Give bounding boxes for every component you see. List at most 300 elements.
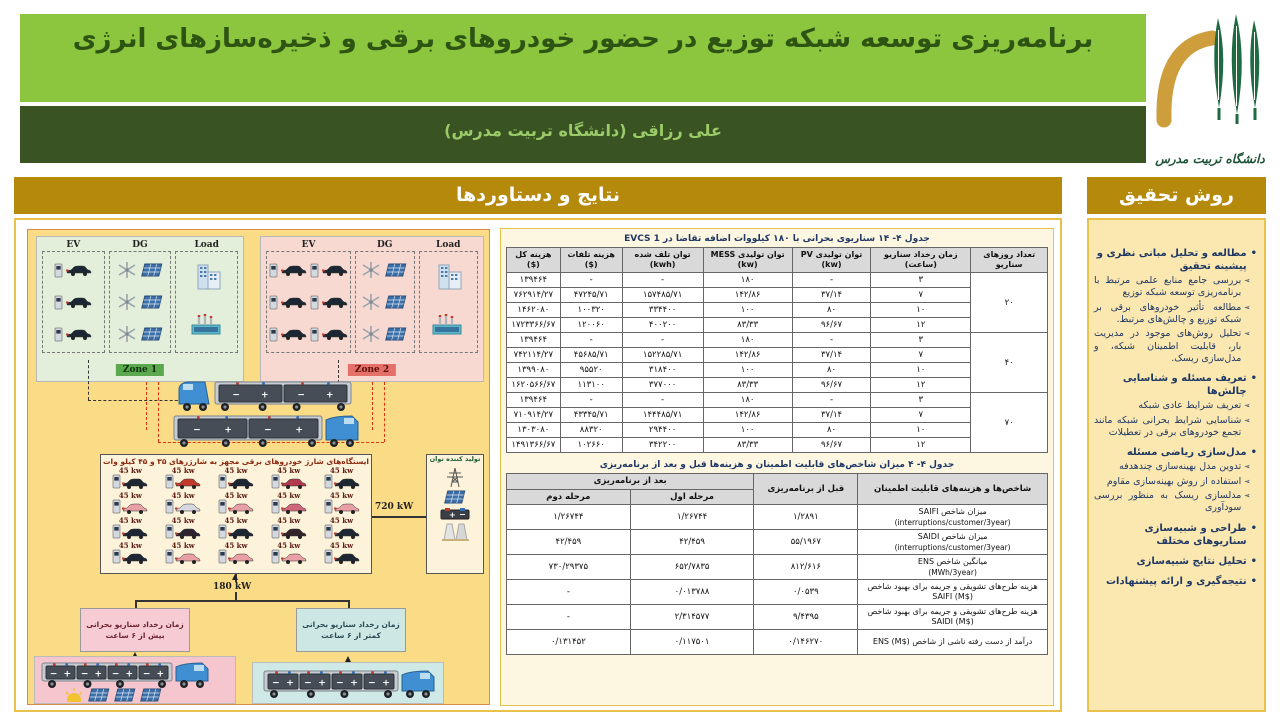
table-cell: ۰/۱۴۶۲۷۰ (754, 630, 858, 655)
table-cell: - (507, 605, 631, 630)
page-title: برنامه‌ریزی توسعه شبکه توزیع در حضور خودروهای برقی و ذخیره‌سازهای انرژی (72, 24, 1094, 54)
arrow-bullet-icon: ➢ (1244, 401, 1251, 411)
method-sub-text: تدوین مدل بهینه‌سازی چندهدفه (1119, 461, 1242, 473)
battery-icon (440, 507, 470, 520)
table-cell: ۱۴۶۲۰۸۰ (507, 303, 561, 318)
svg-text:−: − (304, 678, 312, 689)
car-icon (281, 528, 307, 539)
arrow-up-icon (232, 574, 238, 580)
ev-charger-icon (310, 327, 319, 342)
svg-text:−: − (336, 678, 344, 689)
method-sub-text: مدلسازی ریسک به منظور بررسی سودآوری (1094, 490, 1242, 514)
table-cell: ۰/۰۵۳۹ (754, 580, 858, 605)
ev-charger-icon (54, 295, 63, 310)
bullet-icon: • (1250, 248, 1257, 259)
ev-charger-icon (112, 474, 121, 489)
charger-slot (210, 517, 263, 542)
table-row (507, 303, 1048, 318)
table2-caption: جدول ۴- ۴ میزان شاخص‌های قابلیت اطمینان و هزینه‌ها قبل و بعد از برنامه‌ریزی (599, 460, 955, 470)
power-180-label: 180 kW (210, 582, 254, 592)
method-item-text: مدل‌سازی ریاضی مسئله (1126, 447, 1247, 459)
building-icon (192, 264, 222, 290)
table-cell: ۱۲۰۰۶۰ (560, 318, 622, 333)
ev-charging-pair (54, 327, 92, 342)
solar-panel-icon (384, 295, 408, 310)
connector-line-red (158, 382, 159, 442)
charger-power-label: 45 kw (224, 466, 248, 475)
charger-power-label: 45 kw (171, 516, 195, 525)
arrow-bullet-icon: ➢ (1244, 476, 1251, 486)
cooling-towers-icon (440, 522, 470, 541)
table-cell: - (560, 393, 622, 408)
results-panel (14, 218, 1062, 712)
method-item-text: تعریف مسئله و شناسایی چالش‌ها (1122, 373, 1247, 398)
table-cell: ۱۱۳۱۰۰ (560, 378, 622, 393)
table-cell: ۹۵۵۲۰ (560, 363, 622, 378)
table1-header-cell: هزینه کل ($) (507, 248, 561, 273)
svg-text:−: − (49, 669, 58, 680)
building-icon (433, 264, 463, 290)
solar-panel-icon (443, 490, 467, 505)
table-row (507, 273, 1048, 288)
wind-turbine-icon (117, 293, 137, 311)
power-producer-box (426, 454, 484, 574)
table-cell: ۱۰ (871, 423, 971, 438)
arrow-bullet-icon: ➢ (1244, 491, 1251, 501)
table-cell: ۳۳۴۴۰۰ (622, 303, 703, 318)
table-cell: - (507, 580, 631, 605)
svg-text:−: − (193, 425, 201, 436)
scenario-critical-more6h: زمان رخداد سناریو بحرانی بیش از ۶ ساعت (80, 608, 190, 652)
table-cell: ۳۴۲۲۰۰ (622, 438, 703, 453)
mess-truck-icon (171, 412, 361, 452)
table-cell: ۳۱۸۴۰۰ (622, 363, 703, 378)
svg-text:+: + (350, 678, 358, 689)
table-cell: ۶۵۲/۷۸۳۵ (630, 555, 754, 580)
ev-charger-icon (271, 474, 280, 489)
table-cell: ۷۱۰۹۱۴/۲۷ (507, 408, 561, 423)
car-icon (322, 297, 348, 308)
table-cell: ۷۶۲۹۱۴/۲۷ (507, 288, 561, 303)
ev-charger-icon (112, 499, 121, 514)
table-cell: ۳۷/۱۴ (792, 288, 871, 303)
svg-text:+: + (382, 678, 390, 689)
university-logo-text: دانشگاه تربیت مدرس (1155, 152, 1265, 166)
arrow-bullet-icon: ➢ (1244, 462, 1251, 472)
method-item-text: نتیجه‌گیری و ارائه پیشنهادات (1105, 575, 1247, 587)
ev-charger-icon (324, 499, 333, 514)
scenario-table (506, 247, 1048, 453)
zone-column-header: EV (301, 240, 316, 250)
table-cell: ۴۳۳۴۵/۷۱ (560, 408, 622, 423)
zone-column-box (42, 251, 105, 353)
svg-text:−: − (232, 390, 240, 401)
table-cell: ۷ (871, 408, 971, 423)
table-cell: ۱۵۷۴۸۵/۷۱ (622, 288, 703, 303)
title-bar (20, 14, 1146, 102)
table-row (507, 630, 1048, 655)
zone-column-dg (109, 240, 172, 353)
method-item (1094, 575, 1257, 588)
charger-slot (262, 517, 315, 542)
table-row (507, 580, 1048, 605)
ev-charging-pair (269, 327, 348, 342)
table1-header-cell: توان تولیدی MESS (kw) (703, 248, 792, 273)
ev-charger-icon (310, 295, 319, 310)
ev-charging-pair (54, 263, 92, 278)
ev-charger-icon (271, 524, 280, 539)
table-cell: ۴۲/۴۵۹ (507, 530, 631, 555)
pink-truck-panel (34, 656, 236, 704)
method-item (1094, 555, 1257, 568)
car-icon (122, 553, 148, 564)
table-cell: - (792, 333, 871, 348)
table-cell: ۳۷/۱۴ (792, 408, 871, 423)
table-cell: ۳۷۷۰۰۰ (622, 378, 703, 393)
power-line (372, 516, 426, 518)
university-logo-icon (1150, 8, 1270, 168)
zone-column-box (266, 251, 351, 353)
truck-icon (178, 378, 356, 412)
table-cell: ۱/۲۶۷۴۴ (630, 505, 754, 530)
table-cell: ۱/۲۸۹۱ (754, 505, 858, 530)
table2-col-stage2: مرحله دوم (507, 489, 631, 505)
zone2-box (260, 236, 484, 382)
charger-slot (262, 542, 315, 567)
table-cell: ۱۳۹۴۶۴ (507, 393, 561, 408)
car-icon (175, 528, 201, 539)
car-icon (122, 528, 148, 539)
zone-column-ev (42, 240, 105, 353)
svg-text:−: − (264, 425, 272, 436)
bullet-icon: • (1250, 555, 1257, 567)
solar-panel-icon (113, 688, 137, 703)
table-cell: ۸۰ (792, 423, 871, 438)
table-cell: ۱۸۰ (703, 333, 792, 348)
method-item-text: تحلیل نتایج شبیه‌سازی (1136, 555, 1247, 567)
table-row (507, 333, 1048, 348)
charger-power-label: 45 kw (330, 466, 354, 475)
cyan-truck-panel (252, 662, 444, 704)
wind-turbine-icon (361, 325, 381, 343)
table-cell: ۷ (871, 348, 971, 363)
dg-pair (117, 325, 164, 343)
table-cell: ۸۱۲/۶۱۶ (754, 555, 858, 580)
svg-text:+: + (286, 678, 294, 689)
charger-power-label: 45 kw (224, 516, 248, 525)
table-cell: ۱۳۰۳۰۸۰ (507, 423, 561, 438)
university-logo (1150, 8, 1270, 168)
table-cell: ۱۴۲/۸۶ (703, 348, 792, 363)
car-icon (66, 265, 92, 276)
table-cell: ۱۳۹۹۰۸۰ (507, 363, 561, 378)
charger-slot (210, 492, 263, 517)
charger-power-label: 45 kw (171, 466, 195, 475)
ev-charger-icon (112, 549, 121, 564)
method-sub-item (1094, 476, 1257, 488)
car-icon (281, 265, 307, 276)
system-diagram (27, 229, 490, 705)
table-cell: ۴۵۶۸۵/۷۱ (560, 348, 622, 363)
method-item-text: طراحی و شبیه‌سازی سناریوهای مختلف (1144, 522, 1247, 547)
car-icon (334, 553, 360, 564)
table2-col-stage1: مرحله اول (630, 489, 754, 505)
mess-truck-icon (178, 378, 356, 416)
power-line (135, 600, 348, 602)
power-720-label: 720 kW (375, 502, 414, 512)
factory-icon (190, 313, 224, 337)
car-icon (334, 478, 360, 489)
table-cell: ۷۴۲۱۱۴/۲۷ (507, 348, 561, 363)
table-row (507, 408, 1048, 423)
table-cell: ۱۰۰ (703, 363, 792, 378)
table-row (507, 378, 1048, 393)
zone-column-box (419, 251, 479, 353)
car-icon (281, 329, 307, 340)
method-sub-item (1094, 415, 1257, 440)
method-item-text: مطالعه و تحلیل مبانی نظری و پیشینه تحقیق (1096, 248, 1247, 272)
bullet-icon: • (1250, 522, 1257, 534)
method-sub-item (1094, 328, 1257, 365)
charger-power-label: 45 kw (171, 491, 195, 500)
zone-column-header: DG (132, 240, 148, 250)
table-cell: ۱۸۰ (703, 273, 792, 288)
table2-col-index: شاخص‌ها و هزینه‌های قابلیت اطمینان (858, 474, 1048, 505)
ev-charger-icon (54, 263, 63, 278)
ev-charger-icon (218, 524, 227, 539)
scenario-days-cell: ۷۰ (971, 393, 1048, 453)
load-building (433, 264, 463, 294)
table-row (507, 318, 1048, 333)
charger-power-label: 45 kw (118, 541, 142, 550)
car-icon (66, 329, 92, 340)
table-cell: ۹۶/۶۷ (792, 318, 871, 333)
ev-charging-pair (269, 295, 348, 310)
table-cell: ۱۰ (871, 303, 971, 318)
ev-charger-icon (218, 549, 227, 564)
method-sub-text: تعریف شرایط عادی شبکه (1138, 400, 1242, 412)
index-unit: (MWh/3year) (928, 567, 977, 577)
charger-slot (157, 492, 210, 517)
ev-charger-icon (269, 327, 278, 342)
table-cell: ۴۷۲۴۵/۷۱ (560, 288, 622, 303)
charging-station-caption: ایستگاه‌های شارژ خودروهای برقی مجهز به شارژرهای ۳۵ و ۴۵ کیلو وات (103, 457, 369, 466)
table-cell: ۱۰۰ (703, 303, 792, 318)
arrow-bullet-icon: ➢ (1244, 329, 1251, 339)
svg-text:+: + (295, 425, 303, 436)
table-cell: ۸۰ (792, 363, 871, 378)
table-cell: ۵۵/۱۹۶۷ (754, 530, 858, 555)
car-icon (334, 503, 360, 514)
table-cell: ۸۳/۳۳ (703, 438, 792, 453)
table-cell: ۰/۱۳۱۴۵۲ (507, 630, 631, 655)
table-cell: ۱۴۴۴۸۵/۷۱ (622, 408, 703, 423)
zone-column-header: Load (194, 240, 219, 250)
svg-text:+: + (125, 669, 134, 680)
svg-text:−: − (111, 669, 120, 680)
arrow-bullet-icon: ➢ (1244, 302, 1251, 312)
zone-column-dg (355, 240, 415, 353)
zone-column-box (109, 251, 172, 353)
charger-slot (315, 467, 368, 492)
svg-text:−: − (80, 669, 89, 680)
solar-panel-icon (384, 327, 408, 342)
truck-icon (39, 659, 211, 689)
ev-charger-icon (324, 549, 333, 564)
table-cell: ۱۰۰ (703, 423, 792, 438)
zone-column-header: Load (436, 240, 461, 250)
charger-power-label: 45 kw (118, 516, 142, 525)
svg-text:−: − (272, 678, 280, 689)
car-icon (281, 553, 307, 564)
charger-slot (210, 467, 263, 492)
table-cell: - (560, 333, 622, 348)
connector-line-red (384, 382, 385, 442)
zone-column-box (175, 251, 238, 353)
wind-turbine-icon (361, 261, 381, 279)
zone-column-load (419, 240, 479, 353)
table-cell: ۲/۳۱۴۵۷۷ (630, 605, 754, 630)
table-cell: ۳ (871, 273, 971, 288)
table1-header-cell: توان تلف شده (kwh) (622, 248, 703, 273)
scenario-days-cell: ۴۰ (971, 333, 1048, 393)
table1-header-cell: تعداد روزهای سناریو (971, 248, 1048, 273)
charger-power-label: 45 kw (330, 516, 354, 525)
table-cell: - (792, 393, 871, 408)
connector-line (88, 400, 188, 401)
zone-column-ev (266, 240, 351, 353)
svg-text:−: − (459, 509, 466, 519)
table-cell: ۷۳۰/۲۹۳۷۵ (507, 555, 631, 580)
car-icon (66, 297, 92, 308)
table-row (507, 423, 1048, 438)
method-panel (1087, 218, 1266, 712)
ev-charger-icon (324, 524, 333, 539)
ev-charger-icon (54, 327, 63, 342)
table-cell: ۱۲ (871, 378, 971, 393)
charger-power-label: 45 kw (277, 466, 301, 475)
table-cell: ۸۸۳۲۰ (560, 423, 622, 438)
charger-slot (157, 467, 210, 492)
car-icon (228, 528, 254, 539)
wind-turbine-icon (361, 293, 381, 311)
car-icon (281, 297, 307, 308)
index-label-cell: میزان شاخص SAIDI (interruptions/customer/3year) (858, 530, 1048, 555)
load-factory (431, 313, 465, 341)
table-cell: - (622, 333, 703, 348)
table-cell: ۸۳/۳۳ (703, 378, 792, 393)
ev-charger-icon (324, 474, 333, 489)
svg-text:+: + (224, 425, 232, 436)
svg-text:−: − (297, 390, 305, 401)
zone-column-header: EV (66, 240, 81, 250)
power-producer-label: تولید کننده توان (429, 455, 481, 463)
table-cell: ۱۲ (871, 318, 971, 333)
wind-turbine-icon (117, 325, 137, 343)
method-item (1094, 372, 1257, 398)
table-cell: - (792, 273, 871, 288)
table-cell: ۹۶/۶۷ (792, 438, 871, 453)
bullet-icon: • (1250, 373, 1257, 385)
method-section-header: روش تحقیق (1087, 177, 1266, 214)
car-icon (334, 528, 360, 539)
table-cell: ۱۳۹۴۶۴ (507, 333, 561, 348)
index-label-cell: درآمد از دست رفته ناشی از شاخص ENS (M$) (858, 630, 1048, 655)
dg-pair (361, 325, 408, 343)
table2-col-before: قبل از برنامه‌ریزی (754, 474, 858, 505)
charger-slot (104, 542, 157, 567)
load-building (192, 264, 222, 294)
car-icon (322, 265, 348, 276)
table-row (507, 505, 1048, 530)
arrow-bullet-icon: ➢ (1244, 415, 1251, 425)
index-label-cell: میانگین شاخص ENS (MWh/3year) (858, 555, 1048, 580)
ev-charger-icon (165, 524, 174, 539)
svg-text:+: + (156, 669, 165, 680)
table-row (507, 555, 1048, 580)
method-sub-item (1094, 302, 1257, 327)
ev-charger-icon (218, 474, 227, 489)
svg-text:−: − (368, 678, 376, 689)
table-cell: ۱۰۲۶۶۰ (560, 438, 622, 453)
svg-text:+: + (94, 669, 103, 680)
zone-column-header: DG (377, 240, 393, 250)
table-cell: ۰/۰۱۳۷۸۸ (630, 580, 754, 605)
ev-charger-icon (269, 295, 278, 310)
ev-charger-icon (165, 499, 174, 514)
charger-slot (104, 492, 157, 517)
ev-charger-icon (165, 474, 174, 489)
charger-slot (104, 517, 157, 542)
method-sub-item (1094, 275, 1257, 300)
table-row (507, 530, 1048, 555)
solar-panel-icon (140, 263, 164, 278)
table-row (507, 363, 1048, 378)
charger-slot (210, 542, 263, 567)
method-sub-item (1094, 461, 1257, 473)
author-bar (20, 106, 1146, 163)
charger-slot (104, 467, 157, 492)
charger-power-label: 45 kw (118, 491, 142, 500)
method-sub-text: بررسی جامع منابع علمی مرتبط با برنامه‌ریزی توسعه شبکه توزیع (1094, 275, 1242, 299)
svg-text:+: + (63, 669, 72, 680)
table-row (507, 348, 1048, 363)
method-sub-text: تحلیل روش‌های موجود در مدیریت بار، قابلیت اطمینان شبکه، و مدل‌سازی ریسک. (1094, 328, 1242, 365)
reliability-table (506, 473, 1048, 655)
power-line (135, 600, 137, 608)
charger-power-label: 45 kw (171, 541, 195, 550)
car-icon (122, 503, 148, 514)
table-row (507, 605, 1048, 630)
charger-power-label: 45 kw (277, 541, 301, 550)
car-icon (175, 553, 201, 564)
charger-power-label: 45 kw (118, 466, 142, 475)
car-icon (228, 553, 254, 564)
method-sub-item (1094, 400, 1257, 412)
svg-text:+: + (326, 390, 334, 401)
table-cell: ۱۶۲۰۵۶۶/۶۷ (507, 378, 561, 393)
zone-column-load (175, 240, 238, 353)
car-icon (175, 503, 201, 514)
table-cell: - (622, 393, 703, 408)
connector-line-red (146, 382, 147, 430)
table1-caption: جدول ۴- ۱۴ سناریوی بحرانی با ۱۸۰ کیلووات اضافه تقاضا در EVCS 1 (624, 234, 930, 244)
table-cell: ۱/۲۶۷۴۴ (507, 505, 631, 530)
car-icon (281, 478, 307, 489)
table-cell: ۱۴۹۱۳۶۶/۶۷ (507, 438, 561, 453)
table-cell: ۹۶/۶۷ (792, 378, 871, 393)
charger-slot (157, 517, 210, 542)
